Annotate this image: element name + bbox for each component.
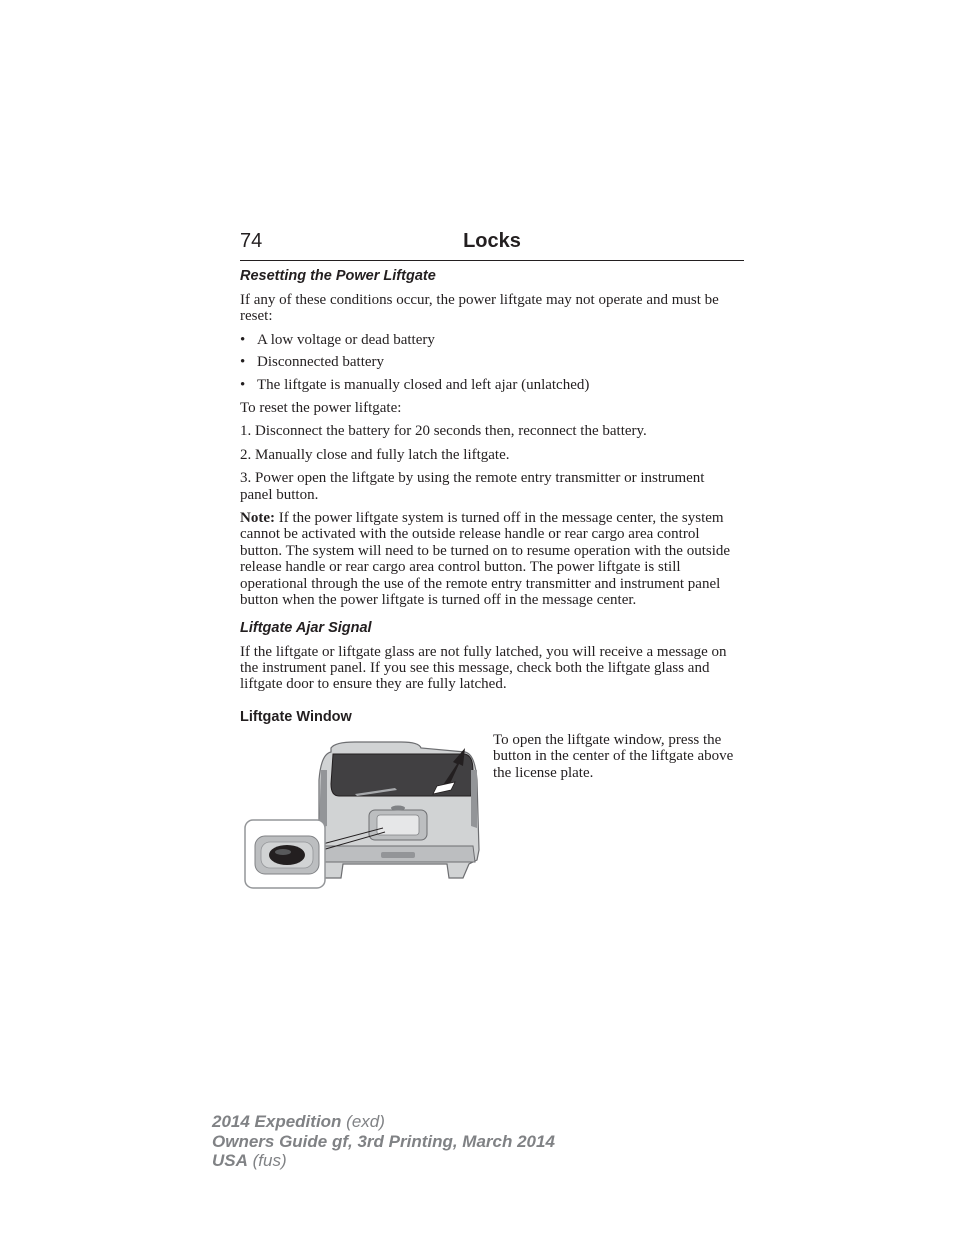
list-item: • A low voltage or dead battery — [240, 331, 435, 348]
list-item: • Disconnected battery — [240, 354, 385, 371]
reset-step-3: 3. Power open the liftgate by using the remote entry transmitter or instrument panel button. — [240, 470, 705, 503]
section-heading-window: Liftgate Window — [240, 708, 352, 725]
list-item: • The liftgate is manually closed and left ajar (unlatched) — [240, 376, 590, 393]
bullet-icon: • — [240, 331, 246, 348]
reset-step-1: 1. Disconnect the battery for 20 seconds then, reconnect the battery. — [240, 423, 647, 440]
bullet-icon: • — [240, 376, 246, 393]
section-heading-resetting: Resetting the Power Liftgate — [240, 268, 436, 284]
button-closeup-inset — [245, 820, 325, 888]
liftgate-illustration — [243, 740, 483, 890]
page-header — [240, 228, 744, 261]
footer-model-line: 2014 Expedition (exd) — [212, 1112, 385, 1131]
section-heading-ajar: Liftgate Ajar Signal — [240, 619, 372, 636]
footer-edition-line: Owners Guide gf, 3rd Printing, March 2014 — [212, 1131, 555, 1151]
reset-instructions-intro: To reset the power liftgate: — [240, 400, 402, 417]
page-footer — [212, 1112, 555, 1171]
liftgate-window-block — [240, 732, 740, 892]
resetting-intro: If any of these conditions occur, the power liftgate may not operate and must be reset: — [240, 292, 719, 325]
footer-market-line: USA (fus) — [212, 1151, 287, 1170]
liftgate-window-text: To open the liftgate window, press the button in the center of the liftgate above the license plate. — [493, 731, 734, 781]
conditions-list — [240, 332, 740, 393]
note-label: Note: — [240, 510, 275, 527]
bullet-icon: • — [240, 354, 246, 371]
page-number: 74 — [240, 230, 263, 252]
reset-step-2: 2. Manually close and fully latch the liftgate. — [240, 446, 510, 463]
chapter-title: Locks — [463, 230, 521, 252]
ajar-text: If the liftgate or liftgate glass are not fully latched, you will receive a message on the instrument panel. If you see this message, check both the liftgate glass and liftgate door to ensure they are fully latched. — [240, 643, 727, 693]
note-text: If the power liftgate system is turned off in the message center, the system cannot be activated with the outside release handle or rear cargo area control button. The system will need to be turned on to resume operation with the outside release handle or rear cargo area control button. The power liftgate is still operational through the use of the remote entry transmitter and instrument panel button when the power liftgate is turned off in the message center. — [240, 510, 731, 609]
page-content — [240, 268, 740, 892]
note-paragraph — [240, 510, 740, 608]
